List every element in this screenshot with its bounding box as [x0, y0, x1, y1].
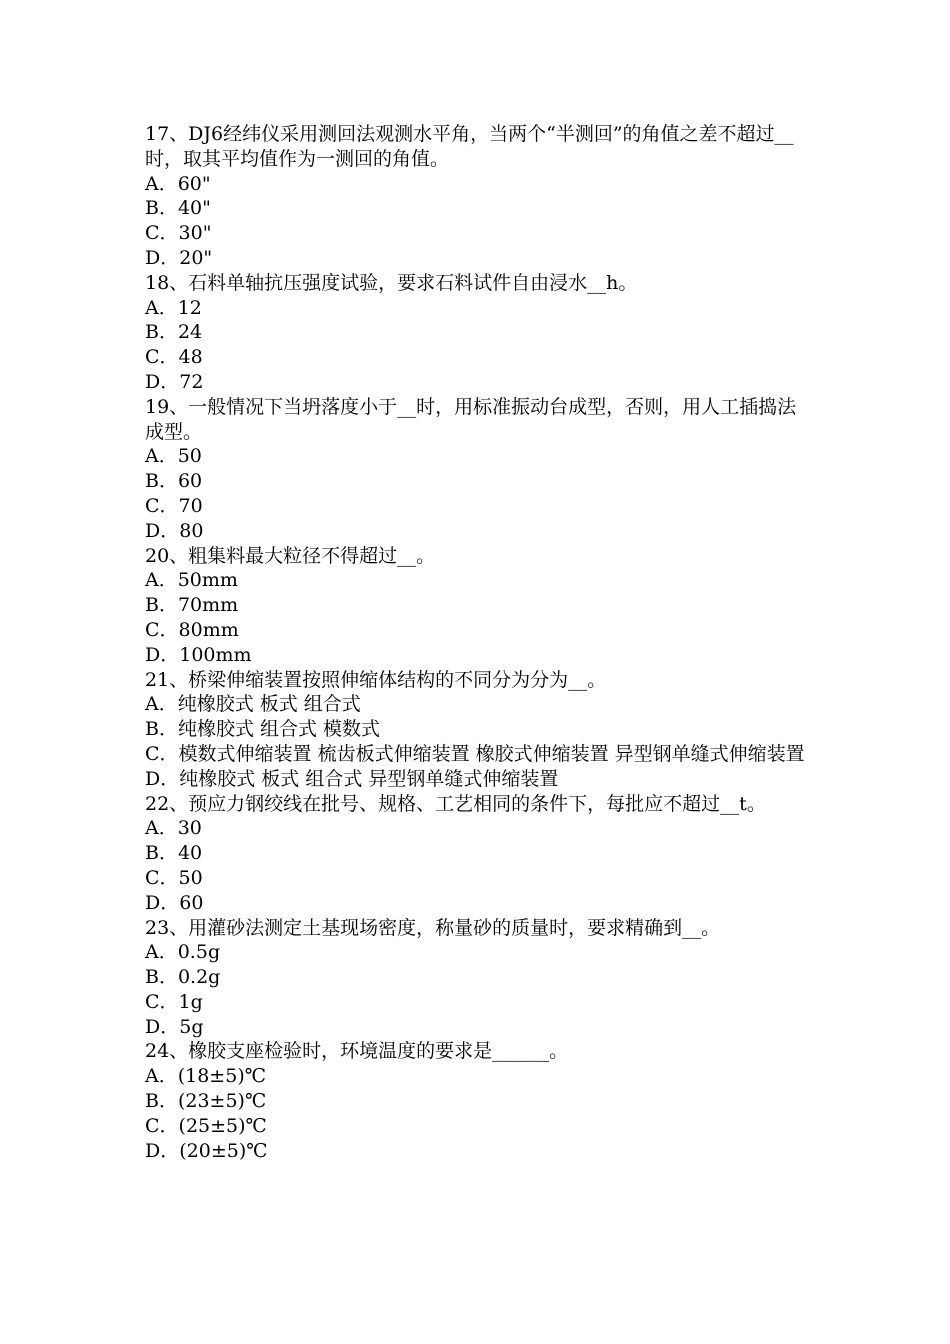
question-stem: 21、桥梁伸缩装置按照伸缩体结构的不同分为分为__。 — [145, 668, 607, 691]
option-d: D．(20±5)℃ — [145, 1139, 268, 1162]
question-17 — [145, 122, 810, 271]
question-21 — [145, 668, 810, 792]
option-b: B．40" — [145, 197, 211, 220]
option-c: C．48 — [145, 346, 203, 369]
option-b: B．纯橡胶式 组合式 模数式 — [145, 718, 381, 741]
option-d: D．80 — [145, 519, 204, 542]
option-d: D．72 — [145, 370, 204, 393]
option-a: A．(18±5)℃ — [145, 1065, 266, 1088]
option-c: C．30" — [145, 222, 212, 245]
option-d: D．60 — [145, 891, 204, 914]
question-19 — [145, 395, 810, 544]
option-c: C．80mm — [145, 618, 239, 641]
question-stem: 22、预应力钢绞线在批号、规格、工艺相同的条件下，每批应不超过__t。 — [145, 792, 766, 815]
question-20 — [145, 544, 810, 668]
option-c: C．70 — [145, 494, 203, 517]
option-a: A．50 — [145, 445, 202, 468]
option-a: A．50mm — [145, 569, 238, 592]
question-stem: 24、橡胶支座检验时，环境温度的要求是______。 — [145, 1040, 569, 1063]
option-b: B．(23±5)℃ — [145, 1090, 267, 1113]
option-b: B．0.2g — [145, 966, 221, 989]
option-b: B．60 — [145, 470, 203, 493]
option-a: A．60" — [145, 172, 211, 195]
question-stem: 23、用灌砂法测定土基现场密度，称量砂的质量时，要求精确到__。 — [145, 916, 721, 939]
question-stem: 20、粗集料最大粒径不得超过__。 — [145, 544, 436, 567]
option-b: B．40 — [145, 842, 203, 865]
question-24 — [145, 1039, 810, 1163]
option-d: D．纯橡胶式 板式 组合式 异型钢单缝式伸缩装置 — [145, 767, 559, 790]
option-d: D．5g — [145, 1015, 204, 1038]
option-a: A．12 — [145, 296, 202, 319]
option-c: C．(25±5)℃ — [145, 1114, 267, 1137]
option-b: B．70mm — [145, 594, 239, 617]
option-c: C．模数式伸缩装置 梳齿板式伸缩装置 橡胶式伸缩装置 异型钢单缝式伸缩装置 — [145, 742, 805, 765]
question-stem: 17、DJ6经纬仪采用测回法观测水平角，当两个“半测回”的角值之差不超过__时，取其平均值作为一测回的角值。 — [145, 123, 794, 170]
option-c: C．50 — [145, 866, 203, 889]
document-body — [145, 122, 810, 1163]
option-a: A．30 — [145, 817, 202, 840]
option-c: C．1g — [145, 990, 203, 1013]
option-d: D．20" — [145, 246, 213, 269]
option-b: B．24 — [145, 321, 203, 344]
question-stem: 18、石料单轴抗压强度试验，要求石料试件自由浸水__h。 — [145, 271, 638, 294]
option-d: D．100mm — [145, 643, 252, 666]
option-a: A．0.5g — [145, 941, 221, 964]
question-18 — [145, 271, 810, 395]
question-23 — [145, 916, 810, 1040]
option-a: A．纯橡胶式 板式 组合式 — [145, 693, 361, 716]
question-stem: 19、一般情况下当坍落度小于__时，用标准振动台成型，否则，用人工插捣法成型。 — [145, 395, 797, 443]
question-22 — [145, 792, 810, 916]
